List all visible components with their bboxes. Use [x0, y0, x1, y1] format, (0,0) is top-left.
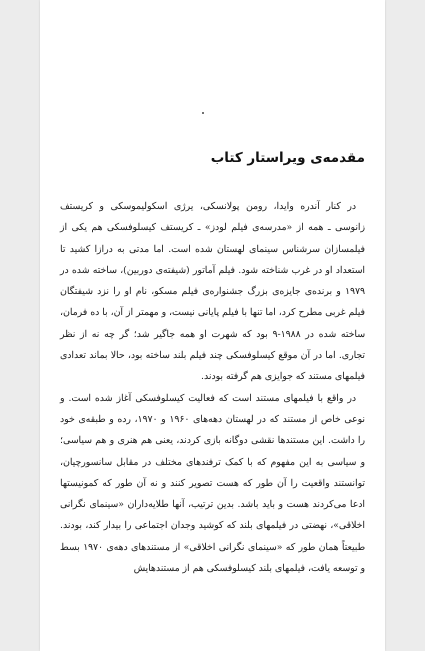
- body-text: [60, 196, 365, 579]
- chapter-heading: مقدمه‌ی ویراستار کتاب: [210, 150, 365, 166]
- book-page: [40, 0, 385, 651]
- page-mark: [202, 112, 204, 114]
- paragraph-2: در واقع با فیلمهای مستند است که فعالیت کیسلوفسکی آغاز شده است. و نوعی خاص از مستند که در لهستان دهه‌های ۱۹۶۰ و ۱۹۷۰، رده و طبقه‌ی خود را داشت. این مستندها نقشی دوگانه بازی کردند، یعنی هم هنری و هم سیاسی؛ و سیاسی به این مفهوم که با کمک ترفندهای مختلف در مقابل سانسورچیان، توانستند واقعیت را آن طور که هست تصویر کنند و نه آن طور که کمونیستها ادعا می‌کردند هست و باید باشد. بدین ترتیب، آنها طلایه‌داران «سینمای نگرانی اخلاقی»، نهضتی در فیلمهای بلند که کوشید وجدان اجتماعی را بیدار کند، بودند. طبیعتاً همان طور که «سینمای نگرانی اخلاقی» از مستندهای دهه‌ی ۱۹۷۰ بسط و توسعه یافت، فیلمهای بلند کیسلوفسکی هم از مستندهایش: [60, 392, 365, 575]
- paragraph-1: در کنار آندره وایدا، رومن پولانسکی، یرژی اسکولیموسکی و کریستف زانوسی ـ همه از «مدرسه‌ی فیلم لودز» ـ کریستف کیسلوفسکی هم یکی از فیلمسازان سرشناس سینمای لهستان شده است. اما مدتی به درازا کشید تا استعداد او در غرب شناخته شود. فیلم آماتور (شیفته‌ی دوربین)، ساخته شده در ۱۹۷۹ و برنده‌ی جایزه‌ی بزرگ جشنواره‌ی فیلم مسکو، نام او را نزد شیفتگان فیلم غربی مطرح کرد، اما تنها با فیلم پایانی نیست، و مهمتر از آن، با ده فرمان، ساخته شده در ۱۹۸۸-۹ بود که شهرت او همه جاگیر شد؛ گر چه نه از نظر تجاری. اما در آن موقع کیسلوفسکی چند فیلم بلند ساخته بود، حالا بماند تعدادی فیلمهای مستند که جوایزی هم گرفته بودند.: [60, 201, 365, 383]
